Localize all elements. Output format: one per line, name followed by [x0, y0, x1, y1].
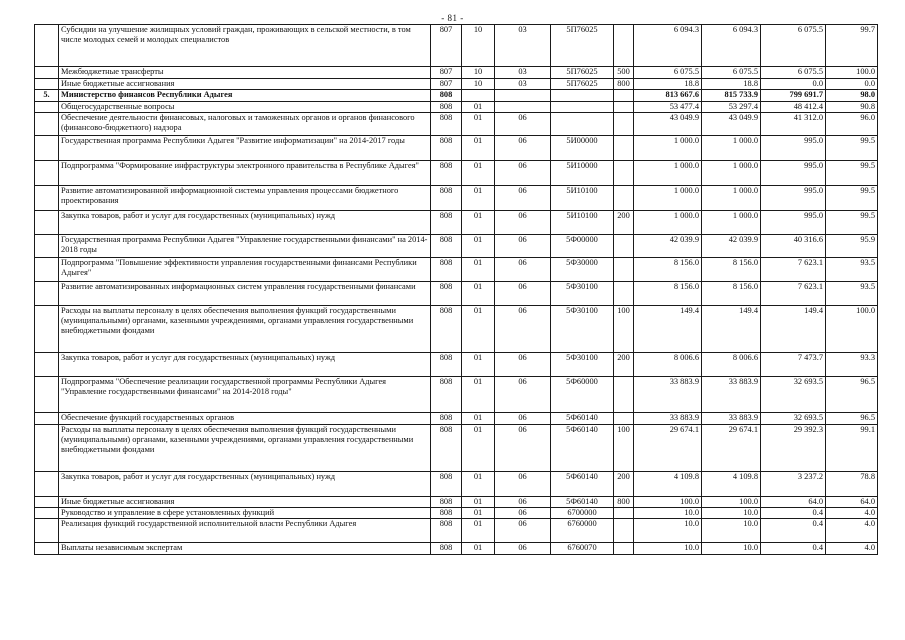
cell-execution-percent: 64.0	[826, 497, 878, 508]
cell-approved-amount: 1 000.0	[634, 211, 702, 235]
cell-refined-amount: 8 156.0	[702, 258, 761, 282]
cell-subsection-code: 06	[495, 235, 551, 258]
cell-section-code: 01	[462, 497, 495, 508]
cell-ministry-code: 808	[431, 235, 462, 258]
cell-number	[35, 413, 59, 425]
cell-target-article	[551, 90, 614, 102]
table-row	[35, 67, 878, 79]
cell-refined-amount: 1 000.0	[702, 186, 761, 211]
cell-section-code: 01	[462, 306, 495, 353]
cell-section-code: 10	[462, 67, 495, 79]
cell-ministry-code: 808	[431, 413, 462, 425]
cell-expense-type	[614, 235, 634, 258]
table-row	[35, 211, 878, 235]
cell-subsection-code: 06	[495, 282, 551, 306]
cell-number	[35, 211, 59, 235]
cell-ministry-code: 808	[431, 519, 462, 543]
cell-approved-amount: 4 109.8	[634, 472, 702, 497]
cell-approved-amount: 1 000.0	[634, 136, 702, 161]
table-row	[35, 377, 878, 413]
table-row	[35, 258, 878, 282]
cell-number	[35, 306, 59, 353]
cell-subsection-code	[495, 90, 551, 102]
cell-description: Закупка товаров, работ и услуг для государственных (муниципальных) нужд	[59, 353, 431, 377]
cell-subsection-code: 06	[495, 425, 551, 472]
table-row	[35, 90, 878, 102]
cell-description: Расходы на выплаты персоналу в целях обеспечения выполнения функций государственными (муниципальными) органами, казенными учреждениями, органами управления государственными внебюджетными фондами	[59, 306, 431, 353]
cell-execution-percent: 96.5	[826, 413, 878, 425]
cell-number	[35, 519, 59, 543]
cell-target-article: 5Ф60140	[551, 497, 614, 508]
cell-approved-amount: 18.8	[634, 79, 702, 90]
cell-ministry-code: 808	[431, 472, 462, 497]
cell-execution-percent: 100.0	[826, 67, 878, 79]
cell-subsection-code: 06	[495, 497, 551, 508]
cell-section-code: 10	[462, 25, 495, 67]
cell-section-code: 01	[462, 113, 495, 136]
cell-section-code: 01	[462, 353, 495, 377]
cell-ministry-code: 808	[431, 211, 462, 235]
cell-expense-type: 500	[614, 67, 634, 79]
cell-section-code: 01	[462, 161, 495, 186]
cell-description: Субсидии на улучшение жилищных условий граждан, проживающих в сельской местности, в том числе молодых семей и молодых специалистов	[59, 25, 431, 67]
cell-approved-amount: 8 156.0	[634, 282, 702, 306]
cell-refined-amount: 10.0	[702, 519, 761, 543]
table-row	[35, 543, 878, 555]
cell-description: Закупка товаров, работ и услуг для государственных (муниципальных) нужд	[59, 472, 431, 497]
cell-refined-amount: 1 000.0	[702, 136, 761, 161]
cell-target-article: 5Ф30100	[551, 282, 614, 306]
cell-refined-amount: 6 094.3	[702, 25, 761, 67]
cell-description: Руководство и управление в сфере установленных функций	[59, 508, 431, 519]
cell-ministry-code: 808	[431, 113, 462, 136]
cell-executed-amount: 41 312.0	[761, 113, 826, 136]
cell-refined-amount: 6 075.5	[702, 67, 761, 79]
cell-description: Иные бюджетные ассигнования	[59, 497, 431, 508]
cell-execution-percent: 96.5	[826, 377, 878, 413]
budget-execution-table	[34, 24, 878, 555]
cell-description: Межбюджетные трансферты	[59, 67, 431, 79]
cell-expense-type: 100	[614, 425, 634, 472]
cell-description: Общегосударственные вопросы	[59, 102, 431, 113]
cell-refined-amount: 10.0	[702, 543, 761, 555]
table-row	[35, 102, 878, 113]
cell-execution-percent: 99.5	[826, 161, 878, 186]
cell-expense-type: 200	[614, 472, 634, 497]
cell-executed-amount: 7 623.1	[761, 258, 826, 282]
table-row	[35, 79, 878, 90]
cell-refined-amount: 33 883.9	[702, 377, 761, 413]
cell-execution-percent: 99.5	[826, 211, 878, 235]
cell-expense-type	[614, 186, 634, 211]
cell-execution-percent: 98.0	[826, 90, 878, 102]
cell-target-article: 6760000	[551, 519, 614, 543]
cell-executed-amount: 149.4	[761, 306, 826, 353]
cell-target-article: 5И10000	[551, 161, 614, 186]
table-row	[35, 306, 878, 353]
cell-refined-amount: 4 109.8	[702, 472, 761, 497]
cell-section-code: 01	[462, 258, 495, 282]
cell-target-article: 6760070	[551, 543, 614, 555]
cell-target-article: 5Ф60140	[551, 425, 614, 472]
cell-ministry-code: 808	[431, 306, 462, 353]
cell-execution-percent: 0.0	[826, 79, 878, 90]
cell-execution-percent: 4.0	[826, 543, 878, 555]
cell-expense-type	[614, 161, 634, 186]
cell-description: Закупка товаров, работ и услуг для государственных (муниципальных) нужд	[59, 211, 431, 235]
cell-target-article: 5Ф00000	[551, 235, 614, 258]
cell-description: Обеспечение деятельности финансовых, налоговых и таможенных органов и органов финансового (финансово-бюджетного) надзора	[59, 113, 431, 136]
cell-section-code: 01	[462, 211, 495, 235]
cell-refined-amount: 33 883.9	[702, 413, 761, 425]
cell-refined-amount: 53 297.4	[702, 102, 761, 113]
cell-execution-percent: 93.3	[826, 353, 878, 377]
cell-subsection-code: 06	[495, 377, 551, 413]
cell-number	[35, 258, 59, 282]
cell-number	[35, 186, 59, 211]
cell-ministry-code: 808	[431, 353, 462, 377]
cell-target-article: 5И10100	[551, 211, 614, 235]
table-row	[35, 519, 878, 543]
table-body	[35, 25, 878, 555]
cell-section-code: 01	[462, 235, 495, 258]
cell-executed-amount: 32 693.5	[761, 377, 826, 413]
cell-executed-amount: 0.0	[761, 79, 826, 90]
cell-execution-percent: 90.8	[826, 102, 878, 113]
cell-refined-amount: 10.0	[702, 508, 761, 519]
cell-subsection-code: 06	[495, 211, 551, 235]
cell-description: Подпрограмма "Формирование инфраструктуры электронного правительства в Республике Адыгея"	[59, 161, 431, 186]
cell-section-code: 01	[462, 186, 495, 211]
cell-subsection-code: 06	[495, 136, 551, 161]
cell-executed-amount: 6 075.5	[761, 67, 826, 79]
cell-approved-amount: 10.0	[634, 543, 702, 555]
cell-execution-percent: 99.5	[826, 186, 878, 211]
cell-expense-type	[614, 282, 634, 306]
cell-number	[35, 79, 59, 90]
cell-section-code: 01	[462, 508, 495, 519]
cell-number	[35, 353, 59, 377]
cell-ministry-code: 808	[431, 258, 462, 282]
table-row	[35, 413, 878, 425]
cell-number	[35, 25, 59, 67]
cell-expense-type	[614, 377, 634, 413]
cell-ministry-code: 808	[431, 543, 462, 555]
cell-approved-amount: 10.0	[634, 508, 702, 519]
cell-approved-amount: 8 006.6	[634, 353, 702, 377]
cell-target-article: 5Ф60140	[551, 413, 614, 425]
cell-refined-amount: 18.8	[702, 79, 761, 90]
cell-subsection-code: 06	[495, 353, 551, 377]
cell-execution-percent: 96.0	[826, 113, 878, 136]
cell-subsection-code: 06	[495, 413, 551, 425]
cell-ministry-code: 808	[431, 136, 462, 161]
cell-number	[35, 102, 59, 113]
cell-description: Подпрограмма "Обеспечение реализации государственной программы Республики Адыгея "Управление государственными финансами" на 2014-2018 годы"	[59, 377, 431, 413]
cell-executed-amount: 29 392.3	[761, 425, 826, 472]
cell-expense-type	[614, 413, 634, 425]
cell-target-article: 5И10100	[551, 186, 614, 211]
table-row	[35, 235, 878, 258]
cell-executed-amount: 7 473.7	[761, 353, 826, 377]
cell-ministry-code: 808	[431, 161, 462, 186]
cell-number	[35, 113, 59, 136]
cell-execution-percent: 93.5	[826, 282, 878, 306]
cell-target-article: 5Ф60000	[551, 377, 614, 413]
cell-subsection-code: 06	[495, 519, 551, 543]
cell-approved-amount: 1 000.0	[634, 186, 702, 211]
cell-description: Расходы на выплаты персоналу в целях обеспечения выполнения функций государственными (муниципальными) органами, казенными учреждениями, органами управления государственными внебюджетными фондами	[59, 425, 431, 472]
cell-subsection-code: 06	[495, 258, 551, 282]
cell-subsection-code: 06	[495, 306, 551, 353]
table-row	[35, 353, 878, 377]
cell-refined-amount: 8 006.6	[702, 353, 761, 377]
cell-expense-type	[614, 508, 634, 519]
cell-target-article: 6700000	[551, 508, 614, 519]
cell-approved-amount: 149.4	[634, 306, 702, 353]
cell-expense-type: 800	[614, 497, 634, 508]
cell-target-article	[551, 102, 614, 113]
cell-ministry-code: 807	[431, 67, 462, 79]
table-row	[35, 472, 878, 497]
cell-subsection-code: 06	[495, 472, 551, 497]
cell-execution-percent: 4.0	[826, 508, 878, 519]
cell-section-code: 01	[462, 543, 495, 555]
cell-approved-amount: 33 883.9	[634, 377, 702, 413]
cell-executed-amount: 64.0	[761, 497, 826, 508]
cell-ministry-code: 807	[431, 25, 462, 67]
cell-approved-amount: 33 883.9	[634, 413, 702, 425]
cell-refined-amount: 815 733.9	[702, 90, 761, 102]
cell-subsection-code: 06	[495, 161, 551, 186]
cell-number	[35, 136, 59, 161]
cell-section-code: 01	[462, 282, 495, 306]
cell-execution-percent: 99.5	[826, 136, 878, 161]
cell-target-article: 5Ф30100	[551, 353, 614, 377]
cell-section-code: 01	[462, 136, 495, 161]
cell-subsection-code	[495, 102, 551, 113]
cell-ministry-code: 808	[431, 377, 462, 413]
cell-refined-amount: 42 039.9	[702, 235, 761, 258]
cell-refined-amount: 1 000.0	[702, 161, 761, 186]
cell-approved-amount: 1 000.0	[634, 161, 702, 186]
cell-number	[35, 508, 59, 519]
cell-approved-amount: 100.0	[634, 497, 702, 508]
cell-number: 5.	[35, 90, 59, 102]
cell-target-article: 5П76025	[551, 67, 614, 79]
cell-expense-type: 800	[614, 79, 634, 90]
table-row	[35, 25, 878, 67]
cell-refined-amount: 8 156.0	[702, 282, 761, 306]
cell-execution-percent: 99.7	[826, 25, 878, 67]
cell-executed-amount: 995.0	[761, 211, 826, 235]
cell-number	[35, 67, 59, 79]
cell-ministry-code: 808	[431, 508, 462, 519]
cell-ministry-code: 808	[431, 425, 462, 472]
cell-approved-amount: 43 049.9	[634, 113, 702, 136]
cell-description: Выплаты независимым экспертам	[59, 543, 431, 555]
cell-number	[35, 472, 59, 497]
table-row	[35, 113, 878, 136]
cell-ministry-code: 807	[431, 79, 462, 90]
cell-target-article: 5П76025	[551, 25, 614, 67]
cell-refined-amount: 29 674.1	[702, 425, 761, 472]
table-row	[35, 282, 878, 306]
cell-executed-amount: 0.4	[761, 543, 826, 555]
cell-execution-percent: 99.1	[826, 425, 878, 472]
cell-executed-amount: 0.4	[761, 519, 826, 543]
cell-expense-type: 100	[614, 306, 634, 353]
cell-approved-amount: 6 075.5	[634, 67, 702, 79]
cell-expense-type	[614, 102, 634, 113]
cell-executed-amount: 32 693.5	[761, 413, 826, 425]
cell-execution-percent: 78.8	[826, 472, 878, 497]
cell-section-code: 01	[462, 519, 495, 543]
cell-ministry-code: 808	[431, 497, 462, 508]
cell-expense-type	[614, 113, 634, 136]
cell-approved-amount: 6 094.3	[634, 25, 702, 67]
cell-executed-amount: 995.0	[761, 186, 826, 211]
cell-expense-type	[614, 136, 634, 161]
cell-executed-amount: 995.0	[761, 161, 826, 186]
cell-executed-amount: 799 691.7	[761, 90, 826, 102]
cell-executed-amount: 40 316.6	[761, 235, 826, 258]
cell-subsection-code: 03	[495, 67, 551, 79]
cell-number	[35, 425, 59, 472]
cell-expense-type	[614, 25, 634, 67]
cell-approved-amount: 29 674.1	[634, 425, 702, 472]
cell-description: Иные бюджетные ассигнования	[59, 79, 431, 90]
cell-refined-amount: 149.4	[702, 306, 761, 353]
cell-ministry-code: 808	[431, 102, 462, 113]
cell-execution-percent: 95.9	[826, 235, 878, 258]
cell-description: Министерство финансов Республики Адыгея	[59, 90, 431, 102]
cell-number	[35, 282, 59, 306]
cell-subsection-code: 03	[495, 79, 551, 90]
cell-number	[35, 235, 59, 258]
cell-description: Развитие автоматизированной информационной системы управления процессами бюджетного проектирования	[59, 186, 431, 211]
cell-section-code: 01	[462, 102, 495, 113]
cell-subsection-code: 06	[495, 543, 551, 555]
cell-number	[35, 377, 59, 413]
cell-expense-type	[614, 519, 634, 543]
cell-execution-percent: 4.0	[826, 519, 878, 543]
cell-section-code: 10	[462, 79, 495, 90]
cell-refined-amount: 100.0	[702, 497, 761, 508]
cell-executed-amount: 6 075.5	[761, 25, 826, 67]
cell-section-code: 01	[462, 472, 495, 497]
cell-target-article: 5Ф30000	[551, 258, 614, 282]
cell-section-code: 01	[462, 425, 495, 472]
cell-expense-type: 200	[614, 353, 634, 377]
cell-approved-amount: 8 156.0	[634, 258, 702, 282]
page-number: - 81 -	[441, 13, 464, 23]
cell-approved-amount: 42 039.9	[634, 235, 702, 258]
cell-approved-amount: 53 477.4	[634, 102, 702, 113]
cell-expense-type: 200	[614, 211, 634, 235]
cell-approved-amount: 813 667.6	[634, 90, 702, 102]
cell-description: Развитие автоматизированных информационных систем управления государственными финансами	[59, 282, 431, 306]
cell-description: Государственная программа Республики Адыгея "Развитие информатизации" на 2014-2017 годы	[59, 136, 431, 161]
table-row	[35, 161, 878, 186]
cell-executed-amount: 0.4	[761, 508, 826, 519]
cell-target-article: 5Ф30100	[551, 306, 614, 353]
cell-section-code: 01	[462, 377, 495, 413]
cell-target-article	[551, 113, 614, 136]
table-row	[35, 136, 878, 161]
cell-ministry-code: 808	[431, 186, 462, 211]
cell-refined-amount: 43 049.9	[702, 113, 761, 136]
cell-executed-amount: 995.0	[761, 136, 826, 161]
cell-subsection-code: 03	[495, 25, 551, 67]
table-row	[35, 497, 878, 508]
cell-number	[35, 497, 59, 508]
cell-ministry-code: 808	[431, 282, 462, 306]
cell-expense-type	[614, 90, 634, 102]
table-row	[35, 508, 878, 519]
cell-number	[35, 161, 59, 186]
cell-expense-type	[614, 543, 634, 555]
cell-subsection-code: 06	[495, 186, 551, 211]
cell-subsection-code: 06	[495, 508, 551, 519]
cell-description: Реализация функций государственной исполнительной власти Республики Адыгея	[59, 519, 431, 543]
cell-target-article: 5П76025	[551, 79, 614, 90]
cell-section-code: 01	[462, 413, 495, 425]
cell-description: Государственная программа Республики Адыгея "Управление государственными финансами" на 2014-2018 годы	[59, 235, 431, 258]
cell-description: Обеспечение функций государственных органов	[59, 413, 431, 425]
cell-execution-percent: 100.0	[826, 306, 878, 353]
table-row	[35, 425, 878, 472]
cell-execution-percent: 93.5	[826, 258, 878, 282]
cell-expense-type	[614, 258, 634, 282]
cell-subsection-code: 06	[495, 113, 551, 136]
cell-section-code	[462, 90, 495, 102]
cell-number	[35, 543, 59, 555]
cell-target-article: 5И00000	[551, 136, 614, 161]
cell-ministry-code: 808	[431, 90, 462, 102]
table-row	[35, 186, 878, 211]
cell-target-article: 5Ф60140	[551, 472, 614, 497]
cell-description: Подпрограмма "Повышение эффективности управления государственными финансами Республики Адыгея"	[59, 258, 431, 282]
cell-approved-amount: 10.0	[634, 519, 702, 543]
cell-executed-amount: 48 412.4	[761, 102, 826, 113]
cell-executed-amount: 7 623.1	[761, 282, 826, 306]
cell-refined-amount: 1 000.0	[702, 211, 761, 235]
cell-executed-amount: 3 237.2	[761, 472, 826, 497]
